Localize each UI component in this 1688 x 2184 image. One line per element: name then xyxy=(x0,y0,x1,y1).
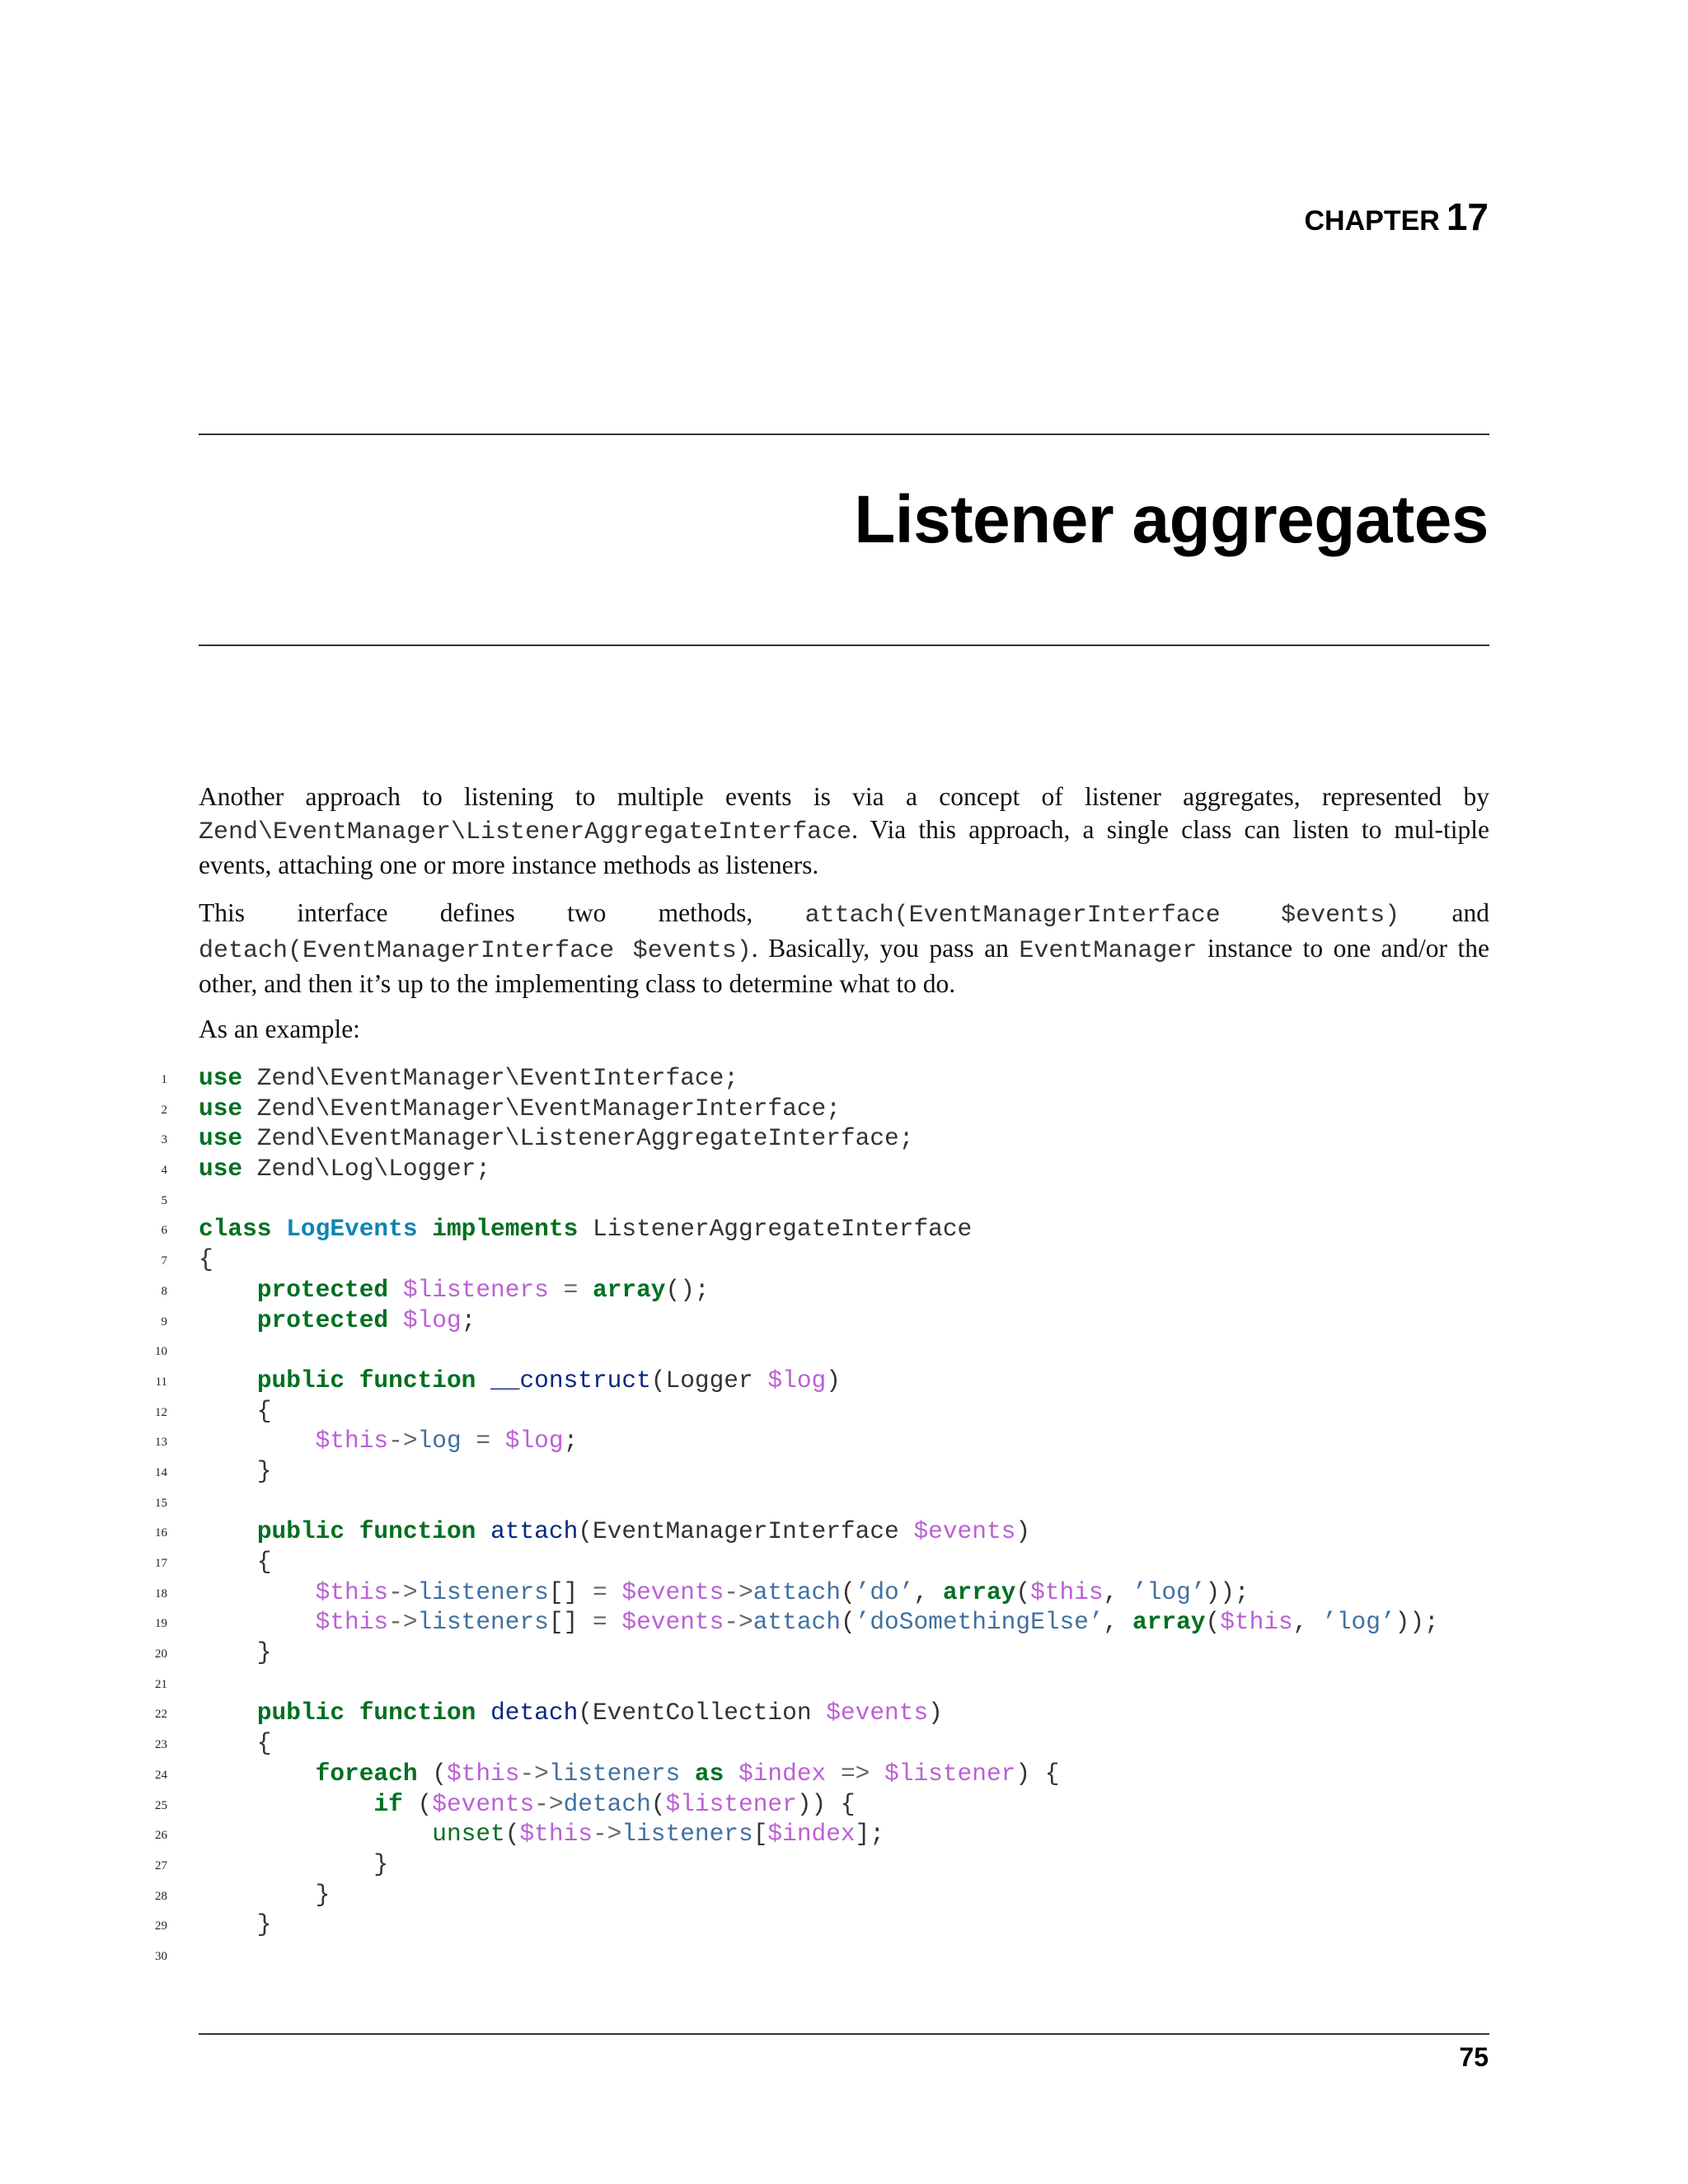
line-number: 29 xyxy=(155,1919,167,1933)
p1-text-b: . Via this approach, a single class can listen to mul-tiple events, attaching one or more instance methods as listeners. xyxy=(199,815,1489,879)
code-token: array xyxy=(592,1275,666,1304)
code-text xyxy=(199,1305,476,1335)
code-line xyxy=(152,1638,1554,1668)
code-text xyxy=(199,1456,272,1486)
code-token xyxy=(388,1306,403,1334)
code-token: $log xyxy=(767,1366,827,1394)
line-number: 1 xyxy=(161,1073,167,1086)
code-token: )); xyxy=(1395,1608,1439,1637)
code-token: } xyxy=(199,1910,272,1939)
code-token: protected xyxy=(256,1305,389,1334)
p1-text-a: Another approach to listening to multiple events is via a concept of listener aggregates, represented by xyxy=(199,782,1489,811)
code-token: detach xyxy=(490,1699,579,1727)
title-bottom-rule xyxy=(199,644,1489,646)
code-token: ( xyxy=(840,1608,856,1637)
code-text xyxy=(199,1094,841,1123)
code-token: public xyxy=(256,1366,345,1394)
code-token: protected xyxy=(256,1275,389,1304)
line-number: 11 xyxy=(155,1375,167,1389)
code-token: $events xyxy=(621,1608,724,1637)
line-number: 13 xyxy=(155,1436,167,1450)
code-line xyxy=(152,1063,1554,1094)
code-token xyxy=(388,1276,403,1304)
line-number: 8 xyxy=(161,1284,167,1298)
code-text xyxy=(199,1759,1059,1788)
line-number: 6 xyxy=(161,1224,167,1238)
chapter-number: 17 xyxy=(1446,195,1489,238)
code-line xyxy=(152,1456,1554,1487)
code-token: use xyxy=(199,1124,243,1153)
code-line xyxy=(152,1910,1554,1940)
code-token: (Logger xyxy=(650,1366,768,1394)
code-text xyxy=(199,1849,388,1879)
line-number: 4 xyxy=(161,1164,167,1178)
code-text xyxy=(199,1244,213,1274)
code-line xyxy=(152,1607,1554,1638)
line-number: 7 xyxy=(161,1254,167,1268)
code-line xyxy=(152,1516,1554,1547)
code-token: listeners xyxy=(417,1577,549,1606)
line-number: 26 xyxy=(155,1829,167,1843)
code-line xyxy=(152,1275,1554,1305)
code-token: = xyxy=(563,1275,579,1304)
code-token: , xyxy=(1292,1608,1323,1637)
p2-text-b: and xyxy=(1400,898,1489,927)
p1-inline-code: Zend\EventManager\ListenerAggregateInterface xyxy=(199,818,852,846)
code-token: -> xyxy=(519,1759,549,1788)
code-token: attach xyxy=(490,1517,579,1546)
code-token xyxy=(578,1276,593,1304)
code-token: Zend\EventManager\EventInterface; xyxy=(242,1064,739,1092)
code-token: array xyxy=(1132,1608,1206,1637)
code-token: $listener xyxy=(884,1759,1016,1788)
line-number: 28 xyxy=(155,1889,167,1903)
code-text xyxy=(199,1577,1250,1607)
code-token: ) xyxy=(1015,1517,1031,1546)
code-token: use xyxy=(199,1094,243,1122)
chapter-heading xyxy=(1304,194,1489,239)
code-token: listeners xyxy=(548,1759,681,1788)
code-token: ’log’ xyxy=(1322,1608,1395,1637)
interface-paragraph xyxy=(199,897,1489,1001)
code-token: , xyxy=(913,1577,943,1606)
code-token xyxy=(607,1608,622,1636)
code-line xyxy=(152,1547,1554,1577)
code-token xyxy=(607,1578,622,1606)
code-token xyxy=(418,1215,433,1243)
code-token: Zend\EventManager\ListenerAggregateInterface; xyxy=(242,1124,914,1153)
code-token: $this xyxy=(519,1820,593,1849)
code-token xyxy=(462,1427,476,1455)
code-line xyxy=(152,1880,1554,1910)
code-token: public xyxy=(256,1517,345,1546)
code-line xyxy=(152,1577,1554,1608)
code-text xyxy=(199,1607,1439,1637)
code-token xyxy=(680,1760,695,1788)
code-listing xyxy=(152,1063,1554,1971)
code-text xyxy=(199,1789,856,1819)
code-token: $index xyxy=(767,1820,856,1849)
code-token: )) { xyxy=(796,1789,856,1818)
code-token: if xyxy=(373,1789,403,1818)
code-token: { xyxy=(199,1548,272,1576)
code-token: Zend\EventManager\EventManagerInterface; xyxy=(242,1094,841,1122)
code-token: -> xyxy=(388,1608,418,1637)
line-number: 17 xyxy=(155,1557,167,1570)
code-token xyxy=(199,1276,257,1304)
code-token: { xyxy=(199,1245,213,1274)
line-number: 16 xyxy=(155,1526,167,1540)
code-token: $this xyxy=(1030,1577,1104,1606)
code-token: implements xyxy=(432,1215,579,1244)
code-token: ( xyxy=(840,1577,856,1606)
code-token: ( xyxy=(417,1759,447,1788)
code-line xyxy=(152,1335,1554,1366)
code-token: ( xyxy=(650,1789,666,1818)
code-token: ; xyxy=(461,1305,476,1334)
line-number: 12 xyxy=(155,1405,167,1419)
code-token: (EventManagerInterface xyxy=(578,1517,914,1546)
code-line xyxy=(152,1426,1554,1456)
code-line xyxy=(152,1789,1554,1820)
code-token xyxy=(199,1578,316,1606)
code-line xyxy=(152,1123,1554,1154)
code-text xyxy=(199,1275,710,1305)
code-token: $events xyxy=(826,1699,929,1727)
code-token xyxy=(199,1427,316,1455)
chapter-word: CHAPTER xyxy=(1304,205,1440,237)
page-title: Listener aggregates xyxy=(854,482,1489,557)
intro-paragraph xyxy=(199,780,1489,882)
code-text xyxy=(199,1123,913,1153)
code-token: = xyxy=(592,1577,607,1606)
code-token: log xyxy=(417,1427,462,1455)
code-token xyxy=(724,1760,738,1788)
code-token: function xyxy=(359,1699,476,1727)
code-token xyxy=(870,1760,884,1788)
code-token xyxy=(476,1517,490,1545)
code-token: )); xyxy=(1205,1577,1250,1606)
line-number: 22 xyxy=(155,1708,167,1722)
code-token: , xyxy=(1103,1577,1132,1606)
code-token: ( xyxy=(1015,1577,1031,1606)
code-token: -> xyxy=(388,1577,418,1606)
code-token xyxy=(345,1699,359,1727)
code-token: use xyxy=(199,1155,243,1183)
code-token xyxy=(199,1820,432,1848)
line-number: 27 xyxy=(155,1858,167,1872)
code-line xyxy=(152,1487,1554,1517)
code-text xyxy=(199,1516,1030,1546)
code-text xyxy=(199,1638,272,1667)
code-token: [] xyxy=(548,1608,593,1637)
line-number: 9 xyxy=(161,1315,167,1329)
code-line xyxy=(152,1305,1554,1336)
code-token: detach xyxy=(563,1789,651,1818)
code-token: $listener xyxy=(665,1789,797,1818)
code-token: ’doSomethingElse’ xyxy=(855,1608,1104,1637)
code-token: $events xyxy=(621,1577,724,1606)
code-token: $listeners xyxy=(402,1275,549,1304)
code-text xyxy=(199,1154,490,1183)
code-line xyxy=(152,1214,1554,1244)
code-line xyxy=(152,1184,1554,1215)
code-token xyxy=(345,1517,359,1545)
footer-rule xyxy=(199,2033,1489,2035)
code-token: $events xyxy=(432,1789,535,1818)
code-token: ]; xyxy=(855,1820,885,1849)
code-token: } xyxy=(199,1849,389,1878)
code-token: $this xyxy=(446,1759,520,1788)
code-line xyxy=(152,1094,1554,1124)
code-token: -> xyxy=(388,1427,418,1455)
code-token: public xyxy=(256,1699,345,1727)
code-token: $this xyxy=(315,1608,389,1637)
code-token: = xyxy=(476,1427,491,1455)
code-text xyxy=(199,1396,272,1426)
code-token: as xyxy=(694,1759,724,1788)
code-token: } xyxy=(199,1456,272,1485)
line-number: 25 xyxy=(155,1798,167,1812)
code-token xyxy=(199,1790,373,1818)
code-line xyxy=(152,1759,1554,1789)
code-token: } xyxy=(199,1880,331,1909)
code-token: ( xyxy=(1205,1608,1221,1637)
line-number: 21 xyxy=(155,1677,167,1691)
code-token: ’do’ xyxy=(855,1577,914,1606)
code-token: __construct xyxy=(490,1366,651,1394)
p2-code-eventmanager: EventManager xyxy=(1019,937,1198,965)
code-token: { xyxy=(199,1729,272,1758)
code-token: $log xyxy=(402,1305,462,1334)
code-token: ( xyxy=(504,1820,520,1849)
line-number: 3 xyxy=(161,1133,167,1147)
code-token: $events xyxy=(913,1517,1016,1546)
code-token: } xyxy=(199,1638,272,1667)
line-number: 24 xyxy=(155,1768,167,1782)
page-number: 75 xyxy=(1459,2042,1489,2072)
code-token xyxy=(199,1517,257,1545)
code-token: ) xyxy=(928,1699,943,1727)
code-token: listeners xyxy=(621,1820,753,1849)
code-token xyxy=(199,1306,257,1334)
code-token: $this xyxy=(1220,1608,1293,1637)
line-number: 23 xyxy=(155,1738,167,1752)
code-token: $log xyxy=(504,1427,564,1455)
line-number: 20 xyxy=(155,1647,167,1661)
line-number: 10 xyxy=(155,1345,167,1359)
line-number: 2 xyxy=(161,1103,167,1117)
code-token: ) { xyxy=(1015,1759,1060,1788)
code-token: -> xyxy=(592,1820,622,1849)
code-text xyxy=(199,1698,943,1727)
code-token: attach xyxy=(753,1577,841,1606)
code-token: ListenerAggregateInterface xyxy=(578,1215,973,1244)
code-token: unset xyxy=(432,1820,505,1849)
code-token: -> xyxy=(724,1608,753,1637)
code-token xyxy=(490,1427,505,1455)
code-token: function xyxy=(359,1517,476,1546)
code-line xyxy=(152,1819,1554,1849)
code-line xyxy=(152,1366,1554,1396)
code-token: (); xyxy=(665,1275,710,1304)
example-intro: As an example: xyxy=(199,1015,360,1043)
code-text xyxy=(199,1819,884,1849)
code-token: [] xyxy=(548,1577,593,1606)
code-token: listeners xyxy=(417,1608,549,1637)
p2-text-d: instance to one and/or the other, and then it’s up to the implementing class to determine what to do. xyxy=(199,934,1489,998)
code-token: { xyxy=(199,1396,272,1425)
code-token xyxy=(199,1608,316,1636)
code-token: ) xyxy=(826,1366,841,1394)
code-token: LogEvents xyxy=(286,1215,418,1244)
code-token: use xyxy=(199,1064,243,1092)
line-number: 18 xyxy=(155,1586,167,1601)
code-token xyxy=(345,1366,359,1394)
code-token: ’log’ xyxy=(1132,1577,1206,1606)
code-text xyxy=(199,1880,330,1910)
title-top-rule xyxy=(199,434,1489,435)
line-number: 15 xyxy=(155,1496,167,1510)
code-line xyxy=(152,1244,1554,1275)
line-number: 5 xyxy=(161,1193,167,1207)
code-text xyxy=(199,1910,272,1939)
code-text xyxy=(199,1728,272,1758)
code-token: (EventCollection xyxy=(578,1699,827,1727)
code-text xyxy=(199,1214,972,1244)
code-line xyxy=(152,1940,1554,1971)
code-token xyxy=(272,1215,287,1243)
code-token xyxy=(199,1699,257,1727)
line-number: 19 xyxy=(155,1617,167,1631)
p2-code-detach: detach(EventManagerInterface $events) xyxy=(199,937,752,965)
code-token: class xyxy=(199,1215,272,1244)
code-token: ( xyxy=(402,1789,433,1818)
code-token: $index xyxy=(738,1759,827,1788)
line-number: 14 xyxy=(155,1465,167,1479)
code-token: $this xyxy=(315,1427,389,1455)
code-text xyxy=(199,1426,578,1455)
code-token: => xyxy=(840,1759,870,1788)
code-text xyxy=(199,1547,272,1577)
code-token: ; xyxy=(563,1427,579,1455)
code-token: -> xyxy=(534,1789,564,1818)
code-text xyxy=(199,1063,738,1093)
code-token: -> xyxy=(724,1577,753,1606)
code-token xyxy=(549,1276,564,1304)
code-token: [ xyxy=(753,1820,768,1849)
code-line xyxy=(152,1849,1554,1880)
code-token: , xyxy=(1103,1608,1132,1637)
code-token: function xyxy=(359,1366,476,1394)
code-token xyxy=(199,1366,257,1394)
code-token: attach xyxy=(753,1608,841,1637)
code-token: $this xyxy=(315,1577,389,1606)
code-token xyxy=(476,1699,490,1727)
line-number: 30 xyxy=(155,1949,167,1963)
code-text xyxy=(199,1366,841,1395)
code-token xyxy=(476,1366,490,1394)
code-line xyxy=(152,1396,1554,1427)
code-token: Zend\Log\Logger; xyxy=(242,1155,491,1183)
code-line xyxy=(152,1698,1554,1728)
code-token: = xyxy=(592,1608,607,1637)
code-line xyxy=(152,1728,1554,1759)
code-token: array xyxy=(942,1577,1016,1606)
p2-text-a: This interface defines two methods, xyxy=(199,898,805,927)
code-token xyxy=(199,1760,316,1788)
code-token: foreach xyxy=(315,1759,418,1788)
p2-text-c: . Basically, you pass an xyxy=(751,934,1020,963)
p2-code-attach: attach(EventManagerInterface $events) xyxy=(804,902,1400,930)
code-line xyxy=(152,1668,1554,1699)
code-token xyxy=(826,1760,841,1788)
code-line xyxy=(152,1154,1554,1184)
